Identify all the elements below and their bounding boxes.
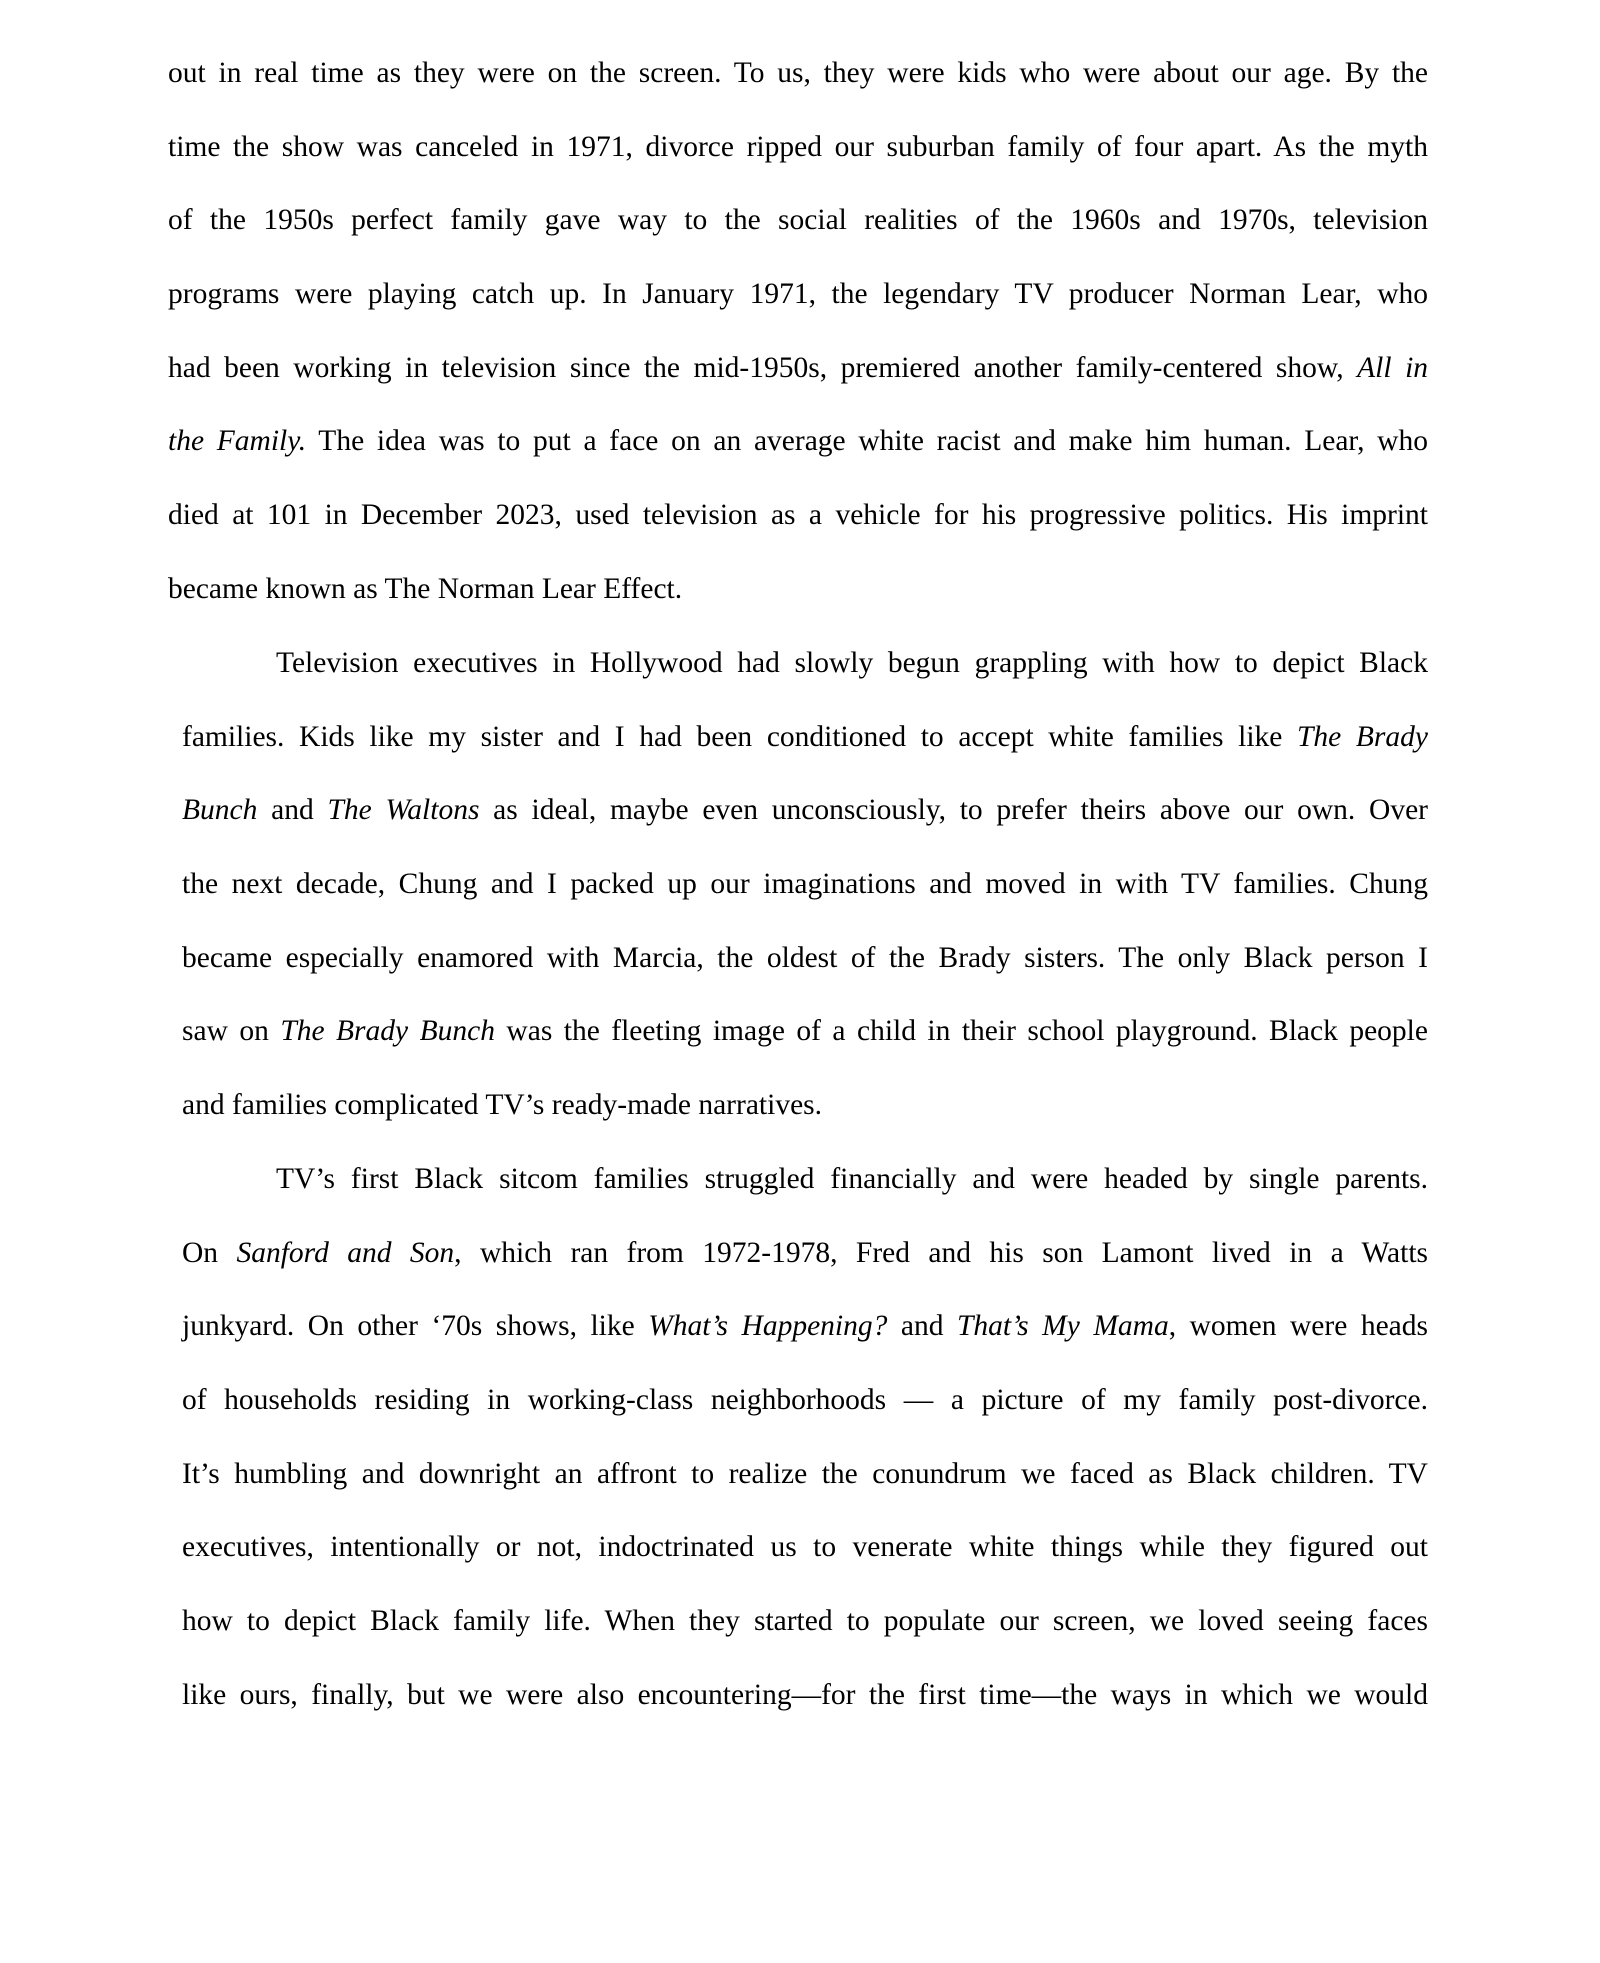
text-line (182, 720, 1428, 794)
body-text: programs were playing catch up. In January 1971, the legendary TV producer Norman Lear, who (168, 278, 1428, 311)
text-line (168, 203, 1428, 277)
body-text: TV’s first Black sitcom families struggled financially and were headed by single parents. (276, 1163, 1428, 1195)
text-line (182, 1678, 1428, 1752)
body-text: saw on (182, 1015, 281, 1048)
body-text: families. Kids like my sister and I had been conditioned to accept white families like (182, 720, 1298, 753)
body-text: executives, intentionally or not, indoctrinated us to venerate white things while they figured out (182, 1531, 1428, 1564)
text-line-content (182, 941, 1428, 975)
body-text: time the show was canceled in 1971, divorce ripped our suburban family of four apart. As the myth (168, 130, 1428, 163)
text-line-content (168, 424, 1428, 458)
text-line (182, 1604, 1428, 1678)
italic-title-text: the Family. (168, 425, 307, 458)
body-text: and families complicated TV’s ready-made narratives. (182, 1089, 823, 1122)
text-line (182, 1383, 1428, 1457)
text-line-content (276, 1162, 1428, 1196)
text-line-content (168, 130, 1428, 164)
text-line (182, 1162, 1428, 1236)
body-text: as ideal, maybe even unconsciously, to prefer theirs above our own. Over (479, 794, 1428, 827)
paragraph-1 (168, 56, 1428, 646)
body-text: junkyard. On other ‘70s shows, like (182, 1310, 649, 1343)
body-text: Television executives in Hollywood had slowly begun grappling with how to depict Black (276, 647, 1428, 679)
text-line (168, 572, 1428, 646)
paragraph-2 (182, 646, 1428, 1162)
text-line-content (182, 1014, 1428, 1048)
body-text: of the 1950s perfect family gave way to the social realities of the 1960s and 1970s, television (168, 204, 1428, 237)
body-text: , which ran from 1972-1978, Fred and his son Lamont lived in a Watts (454, 1236, 1428, 1269)
italic-title-text: Sanford and Son (236, 1236, 455, 1269)
italic-title-text: What’s Happening? (648, 1310, 888, 1343)
italic-title-text: The Waltons (327, 794, 480, 827)
text-line (182, 1530, 1428, 1604)
text-line (168, 277, 1428, 351)
body-text: was the fleeting image of a child in their school playground. Black people (494, 1015, 1428, 1048)
text-line-content (182, 1678, 1428, 1712)
text-line-content (276, 646, 1428, 680)
body-text: The idea was to put a face on an average white racist and make him human. Lear, who (306, 425, 1428, 458)
text-line-content (182, 1383, 1428, 1417)
body-text: and (257, 794, 328, 827)
text-line-content (182, 1236, 1428, 1270)
paragraph-3 (182, 1162, 1428, 1752)
text-line-content (168, 572, 1428, 606)
italic-title-text: Bunch (182, 794, 258, 827)
text-line (168, 130, 1428, 204)
text-line-content (182, 1309, 1428, 1343)
text-line (182, 646, 1428, 720)
text-line (182, 1014, 1428, 1088)
body-text: On (182, 1236, 237, 1269)
text-line (168, 351, 1428, 425)
text-line-content (182, 720, 1428, 754)
italic-title-text: That’s My Mama (957, 1310, 1169, 1343)
text-line-content (168, 351, 1428, 385)
text-line-content (182, 793, 1428, 827)
body-text: , women were heads (1168, 1310, 1428, 1343)
body-text: like ours, finally, but we were also encountering—for the first time—the ways in which we would (182, 1678, 1428, 1711)
text-line-content (168, 203, 1428, 237)
body-text: became especially enamored with Marcia, the oldest of the Brady sisters. The only Black person I (182, 941, 1428, 974)
text-line (168, 56, 1428, 130)
text-line (168, 424, 1428, 498)
body-text: had been working in television since the mid-1950s, premiered another family-centered show, (168, 351, 1358, 384)
body-text: It’s humbling and downright an affront to realize the conundrum we faced as Black children. TV (182, 1457, 1428, 1490)
body-text: out in real time as they were on the screen. To us, they were kids who were about our age. By the (168, 57, 1428, 89)
text-line-content (168, 498, 1428, 532)
text-line (168, 498, 1428, 572)
text-line-content (182, 1457, 1428, 1491)
text-line-content (182, 1088, 1428, 1122)
text-line-content (168, 277, 1428, 311)
body-text: died at 101 in December 2023, used television as a vehicle for his progressive politics. His imprint (168, 499, 1428, 532)
body-text: became known as The Norman Lear Effect. (168, 572, 683, 605)
text-line (182, 1236, 1428, 1310)
text-line-content (182, 1604, 1428, 1638)
body-text: and (887, 1310, 958, 1343)
text-line (182, 793, 1428, 867)
italic-title-text: All in (1357, 351, 1429, 384)
text-line-content (182, 867, 1428, 901)
text-line-content (168, 56, 1428, 90)
body-text: of households residing in working-class neighborhoods — a picture of my family post-divorce. (182, 1384, 1428, 1417)
body-text: the next decade, Chung and I packed up our imaginations and moved in with TV families. Chung (182, 868, 1428, 901)
text-line (182, 1088, 1428, 1162)
text-line-content (182, 1530, 1428, 1564)
text-line (182, 1309, 1428, 1383)
italic-title-text: The Brady Bunch (280, 1015, 495, 1048)
text-line (182, 1457, 1428, 1531)
text-line (182, 941, 1428, 1015)
italic-title-text: The Brady (1297, 720, 1429, 753)
text-line (182, 867, 1428, 941)
body-text: how to depict Black family life. When they started to populate our screen, we loved seeing faces (182, 1605, 1428, 1638)
